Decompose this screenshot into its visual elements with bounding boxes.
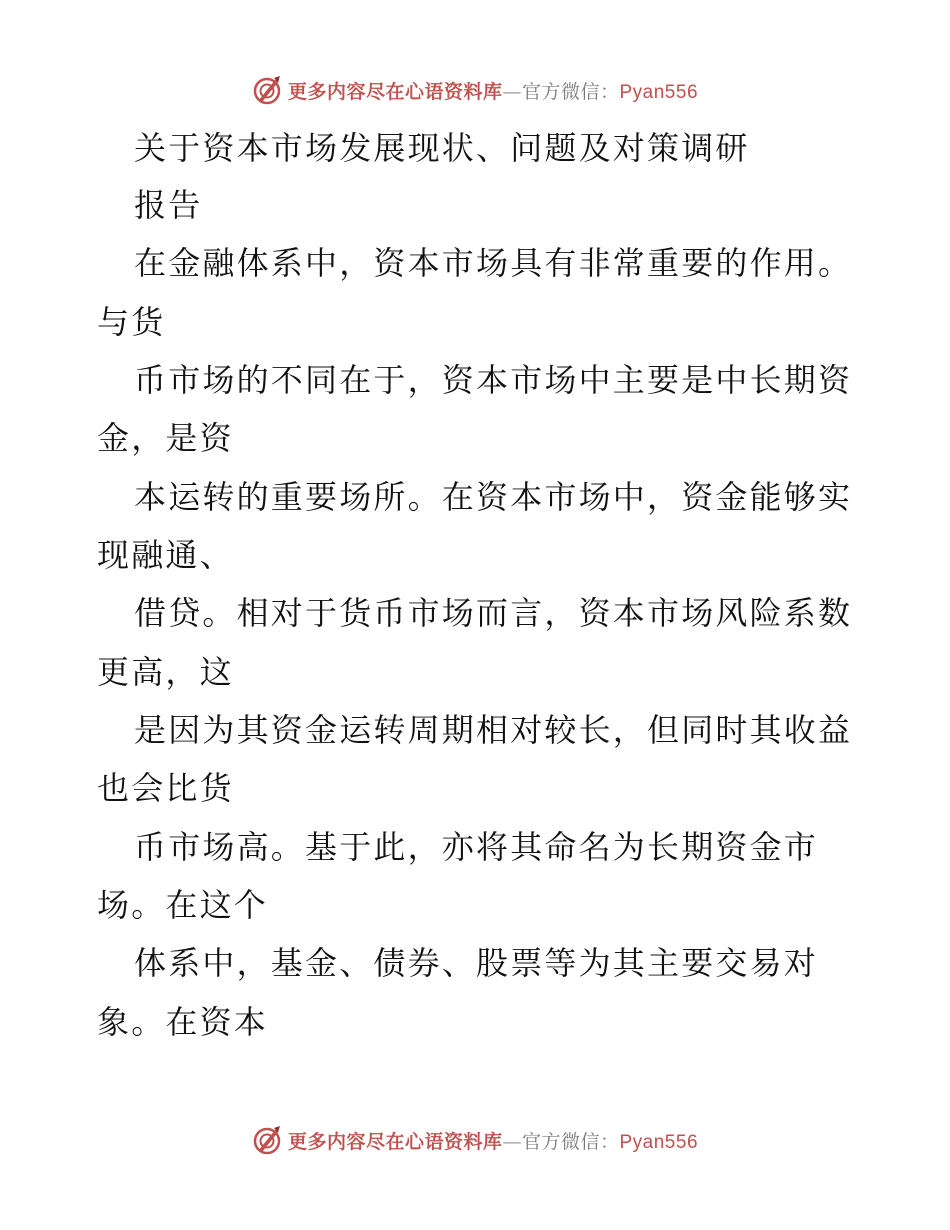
banner-wechat-id: Pyan556 — [619, 1131, 699, 1153]
doc-title-line-1: 关于资本市场发展现状、问题及对策调研 — [134, 129, 750, 167]
doc-line: 也会比货 — [97, 769, 234, 807]
doc-line: 金，是资 — [97, 419, 234, 457]
doc-line: 现融通、 — [97, 536, 234, 574]
banner-wechat-id: Pyan556 — [619, 81, 699, 103]
doc-line: 场。在这个 — [97, 886, 269, 924]
doc-line: 是因为其资金运转周期相对较长，但同时其收益 — [134, 711, 853, 749]
banner-dash: — — [502, 80, 522, 103]
doc-line: 与货 — [97, 303, 166, 341]
doc-line: 象。在资本 — [97, 1003, 269, 1041]
banner-dash: — — [502, 1130, 522, 1153]
doc-line: 币市场高。基于此，亦将其命名为长期资金市 — [134, 828, 819, 866]
banner-title: 更多内容尽在心语资料库 — [287, 1130, 503, 1153]
doc-title-line-2: 报告 — [134, 186, 203, 224]
quill-logo-icon — [252, 75, 282, 105]
doc-line: 在金融体系中，资本市场具有非常重要的作用。 — [134, 244, 853, 282]
quill-logo-icon — [252, 1125, 282, 1155]
footer-banner — [0, 1123, 950, 1157]
doc-line: 本运转的重要场所。在资本市场中，资金能够实 — [134, 478, 853, 516]
header-banner — [0, 73, 950, 107]
banner-wechat-label: 官方微信： — [521, 80, 620, 103]
banner-title: 更多内容尽在心语资料库 — [287, 80, 503, 103]
doc-line: 体系中，基金、债券、股票等为其主要交易对 — [134, 944, 819, 982]
doc-line: 借贷。相对于货币市场而言，资本市场风险系数 — [134, 594, 853, 632]
doc-line: 更高，这 — [97, 653, 234, 691]
banner-wechat-label: 官方微信： — [521, 1130, 620, 1153]
doc-line: 币市场的不同在于，资本市场中主要是中长期资 — [134, 361, 853, 399]
